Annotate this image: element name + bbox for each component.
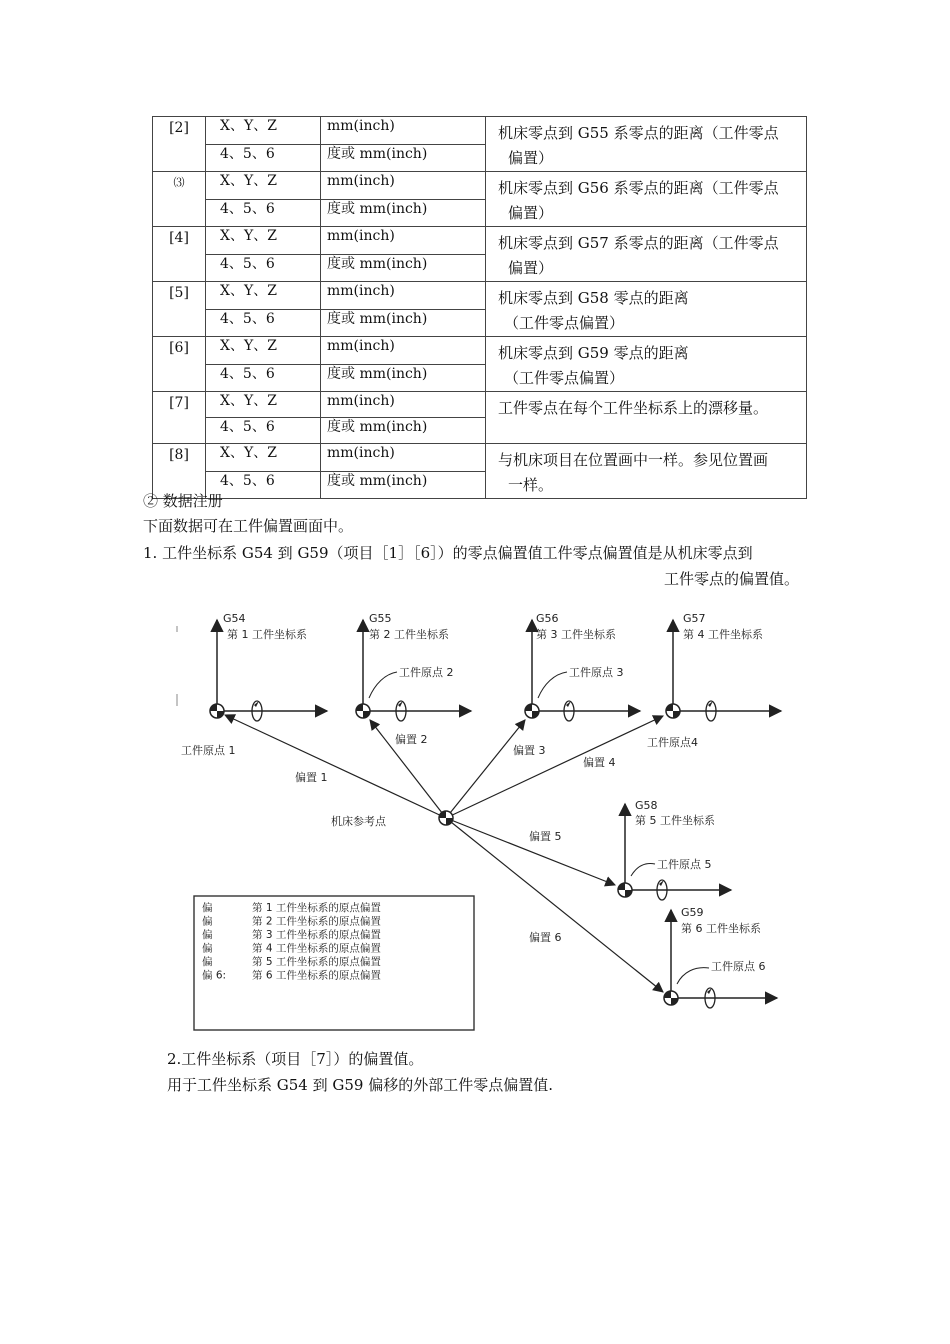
- axis-456: 4、5、6: [206, 364, 321, 392]
- description: [486, 227, 807, 282]
- description-line2: 偏置）: [508, 149, 554, 167]
- description-line1: 工件零点在每个工件坐标系上的漂移量。: [498, 399, 769, 417]
- unit-degree-mm: 度或 mm(inch): [321, 199, 486, 227]
- axis-xyz: X、Y、Z: [206, 117, 321, 145]
- description: [486, 282, 807, 337]
- item-number: [4]: [153, 227, 206, 282]
- description-line1: 机床零点到 G56 系零点的距离（工件零点: [498, 179, 779, 197]
- item-number: [2]: [153, 117, 206, 172]
- origin-6-symbol: [664, 991, 678, 1005]
- g57-code: G57: [683, 612, 706, 625]
- axis-456: 4、5、6: [206, 418, 321, 444]
- g59-label: 第 6 工件坐标系: [681, 922, 761, 935]
- legend-key: 偏 6:: [202, 969, 227, 982]
- legend-key: 偏: [202, 956, 213, 968]
- axis-xyz: X、Y、Z: [206, 392, 321, 418]
- item-number: [5]: [153, 282, 206, 337]
- table-row: [153, 172, 807, 200]
- legend-key: 偏: [202, 929, 213, 941]
- offset-1-label: 偏置 1: [295, 771, 328, 784]
- legend-key: 偏: [202, 915, 213, 928]
- legend-desc: 第 4 工件坐标系的原点偏置: [252, 942, 381, 955]
- g58-code: G58: [635, 799, 658, 812]
- axis-456: 4、5、6: [206, 199, 321, 227]
- description: [486, 172, 807, 227]
- description-line1: 机床零点到 G59 零点的距离: [498, 344, 689, 362]
- description: [486, 117, 807, 172]
- description-line2: 一样。: [508, 476, 554, 494]
- origin-3-label: 工件原点 3: [569, 666, 624, 679]
- legend-key: 偏: [202, 902, 213, 914]
- axis-xyz: X、Y、Z: [206, 172, 321, 200]
- unit-mm: mm(inch): [321, 444, 486, 472]
- unit-degree-mm: 度或 mm(inch): [321, 418, 486, 444]
- legend-key: 偏: [202, 942, 213, 955]
- description: [486, 392, 807, 444]
- g57-label: 第 4 工件坐标系: [683, 628, 763, 641]
- work-coordinate-diagram: [165, 598, 785, 1038]
- offset-2-label: 偏置 2: [395, 733, 428, 746]
- origin-1-label: 工件原点 1: [181, 744, 236, 757]
- offset-3-label: 偏置 3: [513, 744, 546, 757]
- origin-5-label: 工件原点 5: [657, 858, 712, 871]
- unit-mm: mm(inch): [321, 227, 486, 255]
- legend-desc: 第 6 工件坐标系的原点偏置: [252, 969, 381, 982]
- machine-ref-symbol: [439, 811, 453, 825]
- origin-4-label: 工件原点4: [647, 736, 698, 749]
- coord-system-g58: [618, 799, 731, 900]
- table-row: [153, 282, 807, 310]
- table-row: [153, 444, 807, 472]
- legend-desc: 第 1 工件坐标系的原点偏置: [252, 902, 381, 914]
- axis-456: 4、5、6: [206, 309, 321, 337]
- axis-xyz: X、Y、Z: [206, 444, 321, 472]
- coord-system-g57: [647, 612, 781, 749]
- unit-degree-mm: 度或 mm(inch): [321, 364, 486, 392]
- unit-mm: mm(inch): [321, 117, 486, 145]
- parameter-table: [152, 116, 807, 499]
- legend-desc: 第 2 工件坐标系的原点偏置: [252, 915, 381, 928]
- origin-2-label: 工件原点 2: [399, 666, 454, 679]
- offset-6-label: 偏置 6: [529, 931, 562, 944]
- g56-code: G56: [536, 612, 559, 625]
- unit-mm: mm(inch): [321, 282, 486, 310]
- offset-4-label: 偏置 4: [583, 756, 616, 769]
- unit-degree-mm: 度或 mm(inch): [321, 254, 486, 282]
- coord-system-g54: [181, 612, 327, 757]
- origin-2-symbol: [356, 704, 370, 718]
- description-line2: 偏置）: [508, 259, 554, 277]
- origin-4-symbol: [666, 704, 680, 718]
- item2-detail: 用于工件坐标系 G54 到 G59 偏移的外部工件零点偏置值.: [167, 1076, 553, 1094]
- origin-6-label: 工件原点 6: [711, 960, 766, 973]
- table-row: [153, 337, 807, 365]
- item-number: [6]: [153, 337, 206, 392]
- axis-xyz: X、Y、Z: [206, 227, 321, 255]
- item-number: [8]: [153, 444, 206, 499]
- table-row: [153, 392, 807, 418]
- axis-xyz: X、Y、Z: [206, 337, 321, 365]
- g54-code: G54: [223, 612, 246, 625]
- g55-label: 第 2 工件坐标系: [369, 628, 449, 641]
- coord-system-g56: [525, 612, 640, 721]
- description-line1: 机床零点到 G58 零点的距离: [498, 289, 689, 307]
- description-line1: 机床零点到 G55 系零点的距离（工件零点: [498, 124, 779, 142]
- g55-code: G55: [369, 612, 392, 625]
- item1-line2: 工件零点的偏置值。: [664, 570, 800, 588]
- description: [486, 444, 807, 499]
- legend-box: [194, 896, 474, 1030]
- unit-degree-mm: 度或 mm(inch): [321, 309, 486, 337]
- description-line2: 偏置）: [508, 204, 554, 222]
- legend-desc: 第 5 工件坐标系的原点偏置: [252, 956, 381, 968]
- description-line1: 机床零点到 G57 系零点的距离（工件零点: [498, 234, 779, 252]
- axis-456: 4、5、6: [206, 254, 321, 282]
- unit-mm: mm(inch): [321, 337, 486, 365]
- intro-text: 下面数据可在工件偏置画面中。: [143, 517, 354, 535]
- g59-code: G59: [681, 906, 704, 919]
- description-line2: （工件零点偏置）: [504, 369, 625, 387]
- origin-5-symbol: [618, 883, 632, 897]
- item-number: [7]: [153, 392, 206, 444]
- item2-title: 2.工件坐标系（项目［7］）的偏置值。: [167, 1050, 424, 1068]
- machine-ref-label: 机床参考点: [331, 815, 386, 828]
- description-line2: （工件零点偏置）: [504, 314, 625, 332]
- table-row: [153, 117, 807, 145]
- origin-3-symbol: [525, 704, 539, 718]
- g58-label: 第 5 工件坐标系: [635, 814, 715, 827]
- offset-5-label: 偏置 5: [529, 830, 562, 843]
- description: [486, 337, 807, 392]
- unit-degree-mm: 度或 mm(inch): [321, 144, 486, 172]
- table-row: [153, 227, 807, 255]
- unit-mm: mm(inch): [321, 172, 486, 200]
- item1-line1: 1. 工件坐标系 G54 到 G59（项目［1］［6］）的零点偏置值工件零点偏置值是从机床零点到: [143, 544, 753, 562]
- coord-system-g55: [356, 612, 471, 721]
- item-number: ⑶: [153, 172, 206, 227]
- section-heading: ② 数据注册: [143, 492, 223, 510]
- unit-mm: mm(inch): [321, 392, 486, 418]
- axis-456: 4、5、6: [206, 144, 321, 172]
- axis-456: 4、5、6: [206, 471, 321, 499]
- description-line1: 与机床项目在位置画中一样。参见位置画: [498, 451, 769, 469]
- origin-1-symbol: [210, 704, 224, 718]
- axis-xyz: X、Y、Z: [206, 282, 321, 310]
- unit-degree-mm: 度或 mm(inch): [321, 471, 486, 499]
- g54-label: 第 1 工件坐标系: [227, 628, 307, 641]
- g56-label: 第 3 工件坐标系: [536, 628, 616, 641]
- legend-desc: 第 3 工件坐标系的原点偏置: [252, 929, 381, 941]
- coord-system-g59: [664, 906, 777, 1008]
